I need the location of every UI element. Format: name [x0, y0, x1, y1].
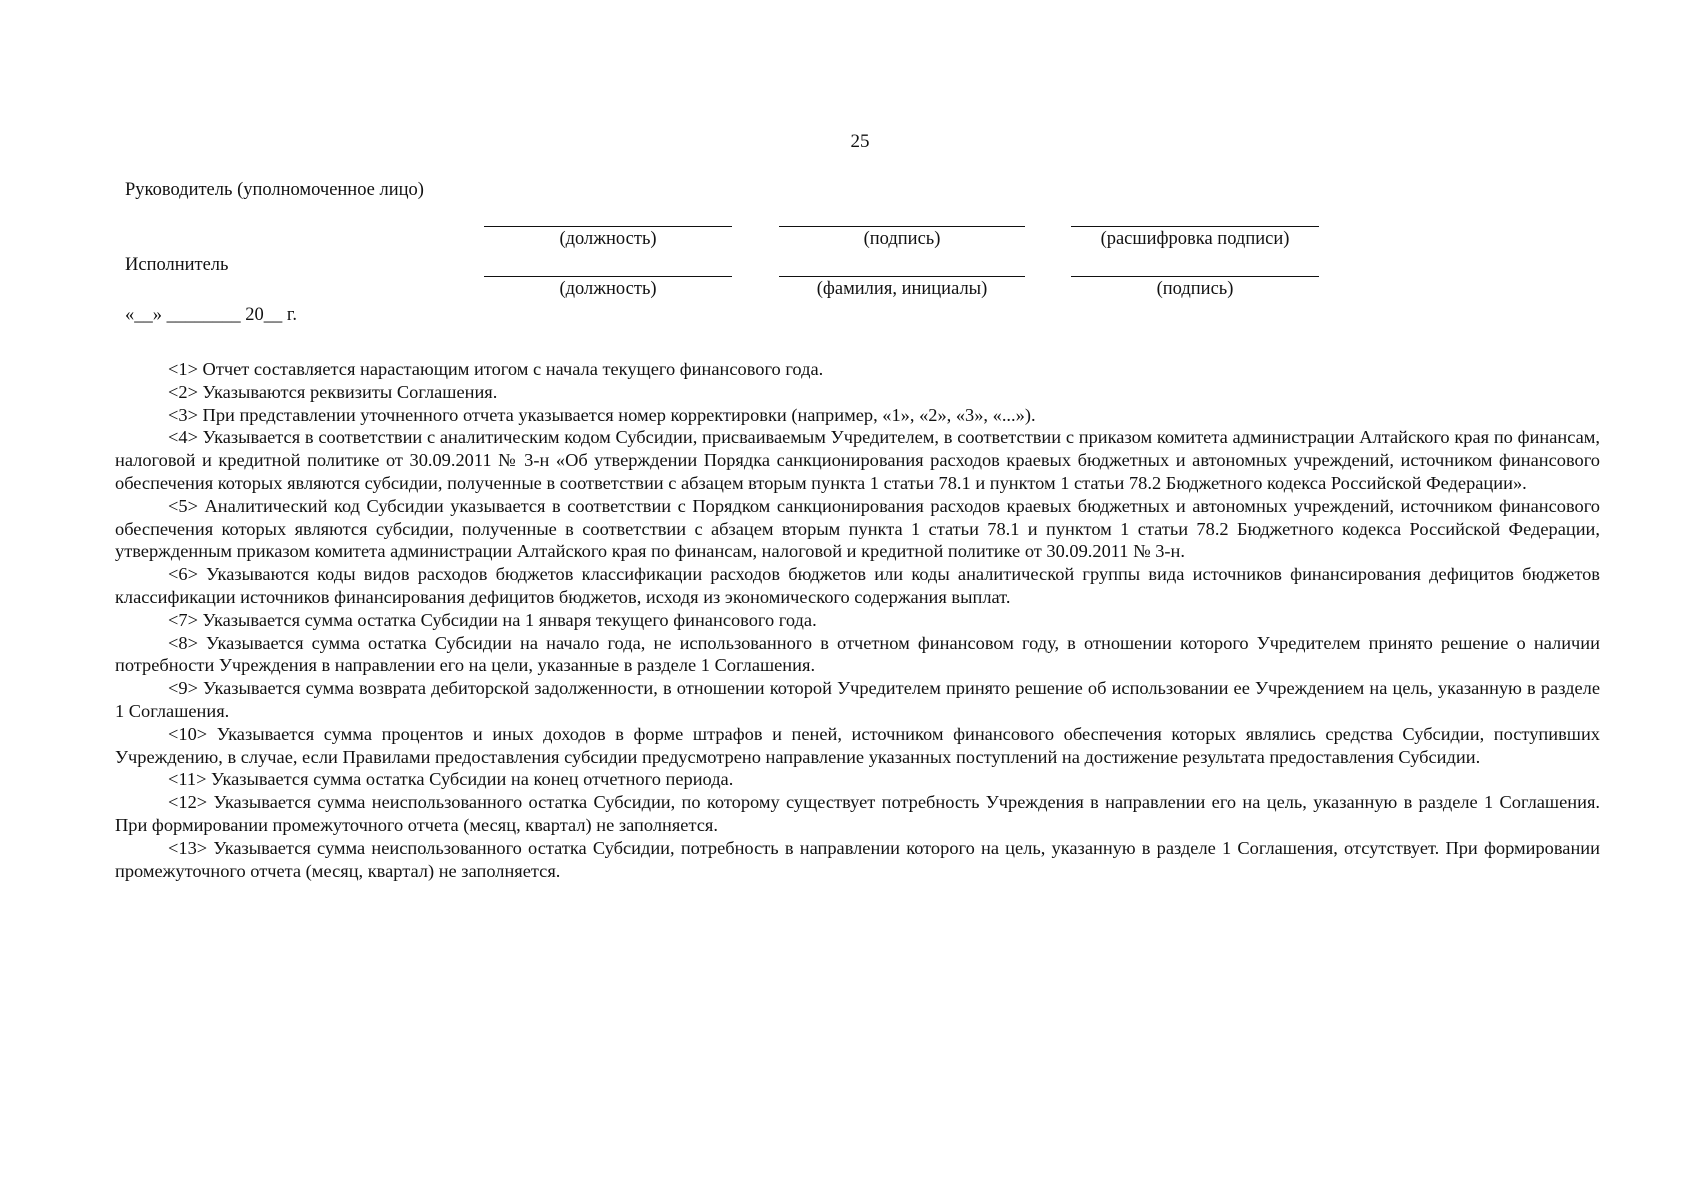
footnotes	[115, 358, 1600, 882]
caption-position-2: (должность)	[559, 279, 657, 299]
footnote-8: <8> Указывается сумма остатка Субсидии на начало года, не использованного в отчетном финансовом году, в отношении которого Учредителем принято решение о наличии потребности Учреждения в направлении его на цели, указанные в разделе 1 Соглашения.	[115, 632, 1600, 676]
caption-position-1: (должность)	[559, 229, 657, 249]
signature-line-name-2	[779, 276, 1025, 277]
caption-signature-1: (подпись)	[863, 229, 941, 249]
footnote-12: <12> Указывается сумма неиспользованного остатка Субсидии, по которому существует потребность Учреждения в направлении его на цель, указанную в разделе 1 Соглашения. При формировании промежуточного отчета (месяц, квартал) не заполняется.	[115, 792, 1600, 835]
signature-line-decoding-1	[1071, 226, 1319, 227]
footnote-4: <4> Указывается в соответствии с аналитическим кодом Субсидии, присваиваемым Учредителем, в соответствии с приказом комитета администрации Алтайского края по финансам, налоговой и кредитной политике от 30.09.2011 № 3-н «Об утверждении Порядка санкционирования расходов краевых бюджетных и автономных учреждений, источником финансового обеспечения которых являются субсидии, полученные в соответствии с абзацем вторым пункта 1 статьи 78.1 и пунктом 1 статьи 78.2 Бюджетного кодекса Российской Федерации».	[115, 427, 1600, 493]
footnote-10: <10> Указывается сумма процентов и иных доходов в форме штрафов и пеней, источником финансового обеспечения которых являлись средства Субсидии, поступивших Учреждению, в случае, если Правилами предоставления субсидии предусмотрено направление указанных поступлений на достижение результата предоставления Субсидии.	[115, 723, 1600, 767]
footnote-9: <9> Указывается сумма возврата дебиторской задолженности, в отношении которой Учредителем принято решение об использовании ее Учреждением на цель, указанную в разделе 1 Соглашения.	[115, 678, 1600, 721]
footnote-5: <5> Аналитический код Субсидии указывается в соответствии с Порядком санкционирования расходов краевых бюджетных и автономных учреждений, источником финансового обеспечения которых являются субсидии, полученные в соответствии с абзацем вторым пункта 1 статьи 78.1 и пунктом 1 статьи 78.2 Бюджетного кодекса Российской Федерации, утвержденным приказом комитета администрации Алтайского края по финансам, налоговой и кредитной политике от 30.09.2011 № 3-н.	[115, 495, 1600, 562]
footnote-2: <2> Указываются реквизиты Соглашения.	[168, 381, 498, 402]
signature-line-position-2	[484, 276, 732, 277]
footnote-3: <3> При представлении уточненного отчета указывается номер корректировки (например, «1», «2», «3», «...»).	[168, 404, 1036, 425]
head-label: Руководитель (уполномоченное лицо)	[125, 180, 424, 200]
signature-line-signature-1	[779, 226, 1025, 227]
caption-decoding-1: (расшифровка подписи)	[1100, 229, 1290, 249]
signature-line-position-1	[484, 226, 732, 227]
footnote-6: <6> Указываются коды видов расходов бюджетов классификации расходов бюджетов или коды аналитической группы вида источников финансирования дефицитов бюджетов классификации источников финансирования дефицитов бюджетов, исходя из экономического содержания выплат.	[115, 564, 1600, 607]
page-number: 25	[850, 131, 870, 152]
footnote-13: <13> Указывается сумма неиспользованного остатка Субсидии, потребность в направлении которого на цель, указанную в разделе 1 Соглашения, отсутствует. При формировании промежуточного отчета (месяц, квартал) не заполняется.	[115, 837, 1600, 881]
caption-name-2: (фамилия, инициалы)	[816, 279, 988, 299]
footnote-11: <11> Указывается сумма остатка Субсидии на конец отчетного периода.	[168, 769, 734, 790]
footnote-7: <7> Указывается сумма остатка Субсидии на 1 января текущего финансового года.	[168, 609, 817, 630]
signature-line-signature-2	[1071, 276, 1319, 277]
footnote-1: <1> Отчет составляется нарастающим итогом с начала текущего финансового года.	[168, 359, 824, 379]
caption-signature-2: (подпись)	[1156, 279, 1234, 299]
date-line: «__» ________ 20__ г.	[125, 305, 298, 325]
executor-label: Исполнитель	[125, 255, 229, 275]
